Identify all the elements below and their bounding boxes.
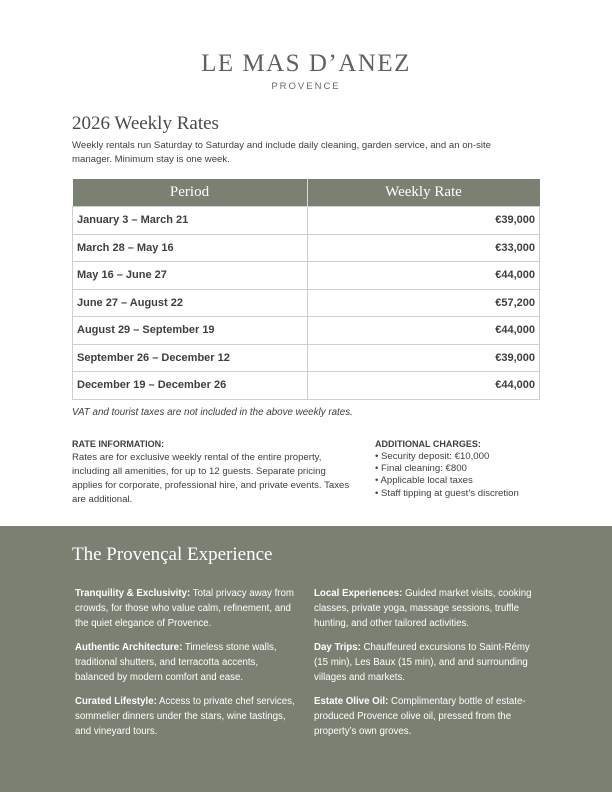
list-item: • Applicable local taxes — [375, 475, 473, 487]
experience-item — [75, 586, 295, 631]
experience-item-heading: Authentic Architecture: — [75, 642, 183, 653]
experience-item-text: Guided market visits, cooking classes, private yoga, massage sessions, truffle hunting, and other tailored activities. — [314, 588, 532, 629]
rates-table — [72, 179, 540, 400]
experience-right-column — [314, 586, 534, 748]
experience-item — [314, 694, 534, 739]
experience-section — [0, 526, 612, 792]
table-row — [73, 317, 540, 345]
experience-item-heading: Local Experiences: — [314, 588, 403, 599]
rate-information — [72, 439, 352, 507]
experience-item — [75, 640, 295, 685]
additional-charges-label: ADDITIONAL CHARGES: — [375, 439, 481, 449]
rate-cell: €57,200 — [307, 289, 540, 317]
rate-cell: €44,000 — [307, 317, 540, 345]
brand-location: PROVENCE — [271, 81, 341, 92]
table-row — [73, 207, 540, 235]
experience-item — [314, 586, 534, 631]
experience-item-heading: Tranquility & Exclusivity: — [75, 588, 191, 599]
period-cell: August 29 – September 19 — [73, 317, 308, 345]
experience-title: The Provençal Experience — [72, 544, 273, 565]
experience-item-heading: Day Trips: — [314, 642, 361, 653]
rate-cell: €39,000 — [307, 344, 540, 372]
rates-title: 2026 Weekly Rates — [72, 113, 219, 134]
table-row — [73, 289, 540, 317]
rate-column-header: Weekly Rate — [307, 179, 540, 207]
additional-charges — [375, 439, 555, 500]
experience-item-text: Timeless stone walls, traditional shutters, and terracotta accents, balanced by modern comfort and ease. — [75, 642, 277, 683]
rate-information-label: RATE INFORMATION: — [72, 439, 165, 449]
period-column-header: Period — [73, 179, 308, 207]
period-cell: May 16 – June 27 — [73, 262, 308, 290]
period-cell: December 19 – December 26 — [73, 372, 308, 400]
experience-item-heading: Estate Olive Oil: — [314, 696, 389, 707]
brand-name: LE MAS D’ANEZ — [201, 50, 411, 77]
list-item: • Staff tipping at guest’s discretion — [375, 487, 519, 499]
list-item: • Security deposit: €10,000 — [375, 451, 490, 462]
rates-table-header — [73, 179, 540, 207]
experience-left-column — [75, 586, 295, 748]
rate-cell: €44,000 — [307, 372, 540, 400]
period-cell: January 3 – March 21 — [73, 207, 308, 235]
period-cell: March 28 – May 16 — [73, 234, 308, 262]
table-row — [73, 234, 540, 262]
list-item: • Final cleaning: €800 — [375, 463, 467, 475]
experience-item — [314, 640, 534, 685]
period-cell: June 27 – August 22 — [73, 289, 308, 317]
table-row — [73, 262, 540, 290]
rate-cell: €33,000 — [307, 234, 540, 262]
rate-information-text: Rates are for exclusive weekly rental of the entire property, including all amenities, for up to 12 guests. Separate pricing applies for corporate, professional hire, and private events. Taxes are additional. — [72, 452, 350, 505]
experience-item-text: Complimentary bottle of estate-produced Provence olive oil, pressed from the property’s own groves. — [314, 696, 526, 737]
experience-item-text: Chauffeured excursions to Saint-Rémy (15 min), Les Baux (15 min), and and surrounding villages and markets. — [314, 642, 530, 683]
table-row — [73, 344, 540, 372]
rates-intro: Weekly rentals run Saturday to Saturday and include daily cleaning, garden service, and an on-site manager. Minimum stay is one week. — [72, 140, 491, 165]
experience-item-text: Access to private chef services, sommelier dinners under the stars, wine tastings, and vineyard tours. — [75, 696, 295, 737]
experience-item-text: Total privacy away from crowds, for those who value calm, refinement, and the quiet elegance of Provence. — [75, 588, 294, 629]
period-cell: September 26 – December 12 — [73, 344, 308, 372]
charges-list — [375, 451, 555, 500]
table-row — [73, 372, 540, 400]
experience-item-heading: Curated Lifestyle: — [75, 696, 157, 707]
experience-item — [75, 694, 295, 739]
rate-cell: €44,000 — [307, 262, 540, 290]
tax-note: VAT and tourist taxes are not included in the above weekly rates. — [72, 407, 353, 418]
brand-logo — [0, 50, 612, 92]
rate-cell: €39,000 — [307, 207, 540, 235]
